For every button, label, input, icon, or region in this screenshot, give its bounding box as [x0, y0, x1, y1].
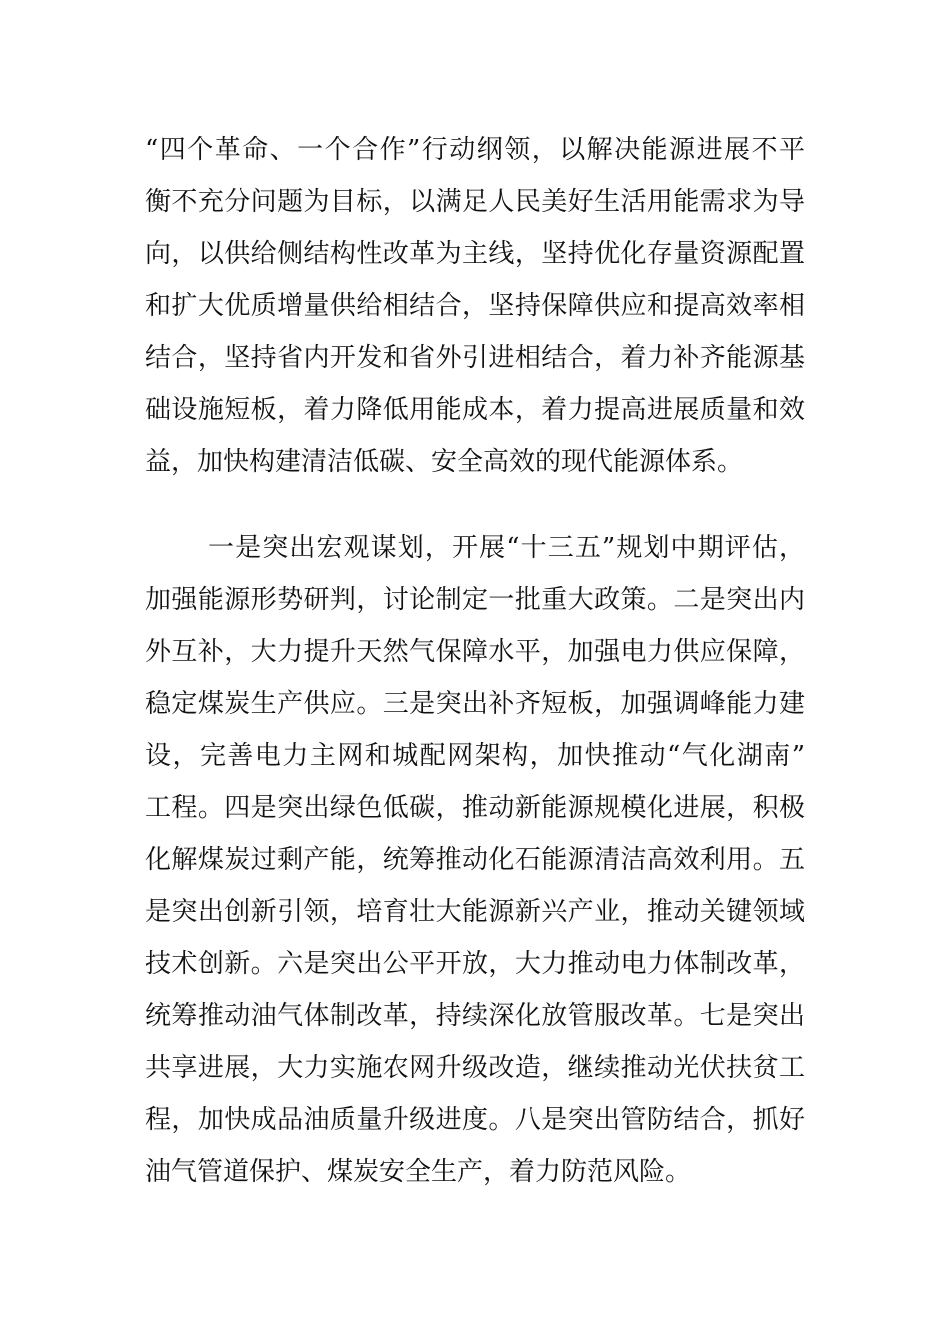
text-line: 外互补，大力提升天然气保障水平，加强电力供应保障， [145, 637, 805, 667]
text-line: 油气管道保护、煤炭安全生产，着力防范风险。 [145, 1157, 692, 1187]
text-line: 是突出创新引领，培育壮大能源新兴产业，推动关键领域 [145, 897, 805, 927]
text-line: 工程。四是突出绿色低碳，推动新能源规模化进展，积极 [145, 793, 805, 823]
text-line: 向，以供给侧结构性改革为主线，坚持优化存量资源配置 [145, 239, 805, 269]
text-line: 化解煤炭过剩产能，统筹推动化石能源清洁高效利用。五 [145, 845, 805, 875]
text-line: 衡不充分问题为目标，以满足人民美好生活用能需求为导 [145, 187, 805, 217]
text-line: “四个革命、一个合作”行动纲领，以解决能源进展不平 [145, 135, 805, 165]
text-line: 稳定煤炭生产供应。三是突出补齐短板，加强调峰能力建 [145, 689, 805, 719]
text-line: 结合，坚持省内开发和省外引进相结合，着力补齐能源基 [145, 343, 805, 373]
text-line: 统筹推动油气体制改革，持续深化放管服改革。七是突出 [145, 1001, 805, 1031]
text-line: 程，加快成品油质量升级进度。八是突出管防结合，抓好 [145, 1105, 805, 1135]
text-line: 加强能源形势研判，讨论制定一批重大政策。二是突出内 [145, 585, 805, 615]
text-line: 益，加快构建清洁低碳、安全高效的现代能源体系。 [145, 447, 744, 477]
text-line: 础设施短板，着力降低用能成本，着力提高进展质量和效 [145, 395, 805, 425]
text-line: 设，完善电力主网和城配网架构，加快推动“气化湖南” [145, 741, 805, 771]
text-line: 一是突出宏观谋划，开展“十三五”规划中期评估， [208, 533, 805, 563]
text-line: 技术创新。六是突出公平开放，大力推动电力体制改革， [145, 949, 805, 979]
text-line: 共享进展，大力实施农网升级改造，继续推动光伏扶贫工 [145, 1053, 805, 1083]
text-line: 和扩大优质增量供给相结合，坚持保障供应和提高效率相 [145, 291, 805, 321]
